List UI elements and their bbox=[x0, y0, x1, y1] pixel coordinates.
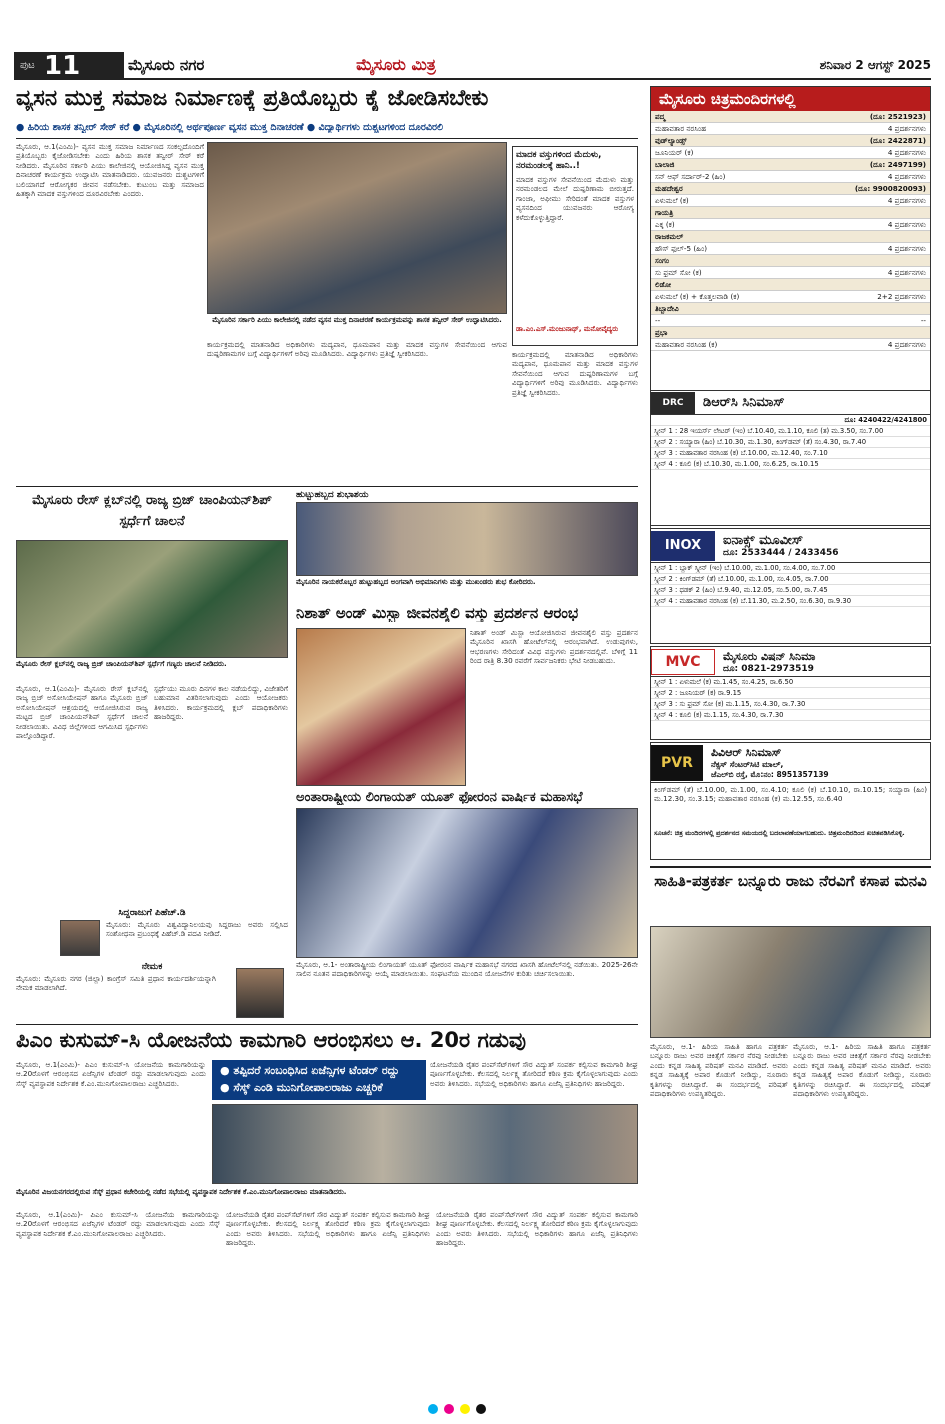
theatre-film-row bbox=[651, 267, 930, 279]
mvc-logo: MVC bbox=[651, 649, 715, 675]
nomination-title: ನೇಮಕ bbox=[141, 962, 163, 972]
theatre-name: ಪ್ರಭಾ bbox=[655, 328, 668, 337]
show-row: ಸ್ಕ್ರೀನ್ 1 : ಏಳುಮಲೆ (ಕ) ಮ.1.45, ಸಂ.4.25, ರಾ.6.50 bbox=[651, 677, 930, 688]
show-row: ಸ್ಕ್ರೀನ್ 3 : ಮಹಾವತಾರ ನರಸಿಂಹ (ಕ) ಬೆ.10.00, ಮ.12.40, ಸಂ.7.10 bbox=[651, 448, 930, 459]
sahiti-body-col2: ಮೈಸೂರು, ಆ.1- ಹಿರಿಯ ಸಾಹಿತಿ ಹಾಗೂ ಪತ್ರಕರ್ತ ಬನ್ನೂರು ರಾಜು ಅವರ ಚಿಕಿತ್ಸೆಗೆ ಸರ್ಕಾರ ನೆರವು ನೀಡಬೇಕು ಎಂದು ಕನ್ನಡ ಸಾಹಿತ್ಯ ಪರಿಷತ್ ಮನವಿ ಮಾಡಿದೆ. ಅವರು ಕನ್ನಡ ಸಾಹಿತ್ಯಕ್ಕೆ ಅಪಾರ ಕೊಡುಗೆ ನೀಡಿದ್ದು, ನೂರಾರು ಕೃತಿಗಳನ್ನು ರಚಿಸಿದ್ದಾರೆ. ಈ ಸಂದರ್ಭದಲ್ಲಿ ಪರಿಷತ್ ಪದಾಧಿಕಾರಿಗಳು ಉಪಸ್ಥಿತರಿದ್ದರು. bbox=[793, 1042, 931, 1099]
pvr-sub: ನೆಕ್ಸಸ್ ಸೆಂಟರ್‌ಸಿಟಿ ಮಾಲ್, bbox=[711, 759, 784, 769]
theatre-name-row bbox=[651, 255, 930, 267]
mvc-phone: ದೂ: 0821-2973519 bbox=[723, 663, 814, 674]
show-count: 4 ಪ್ರದರ್ಶನಗಳು bbox=[887, 172, 926, 181]
lingayat-body: ಮೈಸೂರು, ಆ.1- ಅಂತಾರಾಷ್ಟ್ರೀಯ ಲಿಂಗಾಯತ್ ಯೂತ್ ಫೋರಂನ ವಾರ್ಷಿಕ ಮಹಾಸಭೆ ನಗರದ ಖಾಸಗಿ ಹೋಟೆಲ್‌ನಲ್ಲಿ ನಡೆಯಿತು. 2025-26ನೇ ಸಾಲಿನ ನೂತನ ಪದಾಧಿಕಾರಿಗಳನ್ನು ಆಯ್ಕೆ ಮಾಡಲಾಯಿತು. ಸಂಘಟನೆಯ ಮುಂದಿನ ಯೋಜನೆಗಳ ಕುರಿತು ಚರ್ಚಿಸಲಾಯಿತು. bbox=[296, 960, 638, 979]
pvr-cinema-box bbox=[650, 742, 931, 860]
show-row: ಸ್ಕ್ರೀನ್ 2 : ಜೂನಿಯರ್ (ಕ) ರಾ.9.15 bbox=[651, 688, 930, 699]
inox-logo: INOX bbox=[651, 531, 715, 561]
show-row: ಸ್ಕ್ರೀನ್ 4 : ಕೂಲಿ (ಕ) ಮ.1.15, ಸಂ.4.30, ರಾ.7.30 bbox=[651, 710, 930, 721]
show-count: -- bbox=[920, 316, 926, 325]
theatre-film-row bbox=[651, 171, 930, 183]
page-number-badge bbox=[14, 51, 124, 81]
drc-name: ಡಿಆರ್‌ಸಿ ಸಿನಿಮಾಸ್ bbox=[703, 395, 785, 410]
film-title: ಏಳುಮಲೆ (ಕ) bbox=[655, 196, 689, 205]
theatre-name: ಮಹದೇಶ್ವರ bbox=[655, 184, 683, 193]
appointment-portrait bbox=[60, 920, 100, 956]
pvr-show-note: ಕಿಂಗ್‌ಡಮ್ (ತೆ) ಬೆ.10.00, ಮ.1.00, ಸಂ.4.10; ಕೂಲಿ (ಕ) ಬೆ.10.10, ರಾ.10.15; ಸಯ್ಯಾರಾ (ಹಿಂ) ಮ.12.30, ಸಂ.3.15; ಮಹಾವತಾರ ನರಸಿಂಹ (ಕ) ಮ.12.55, ಸಂ.6.40 bbox=[654, 785, 927, 804]
issue-date: ಶನಿವಾರ 2 ಆಗಸ್ಟ್ 2025 bbox=[819, 58, 931, 72]
film-title: ಮಹಾವತಾರ ನರಸಿಂಹ (ಕ) bbox=[655, 340, 718, 349]
film-title: -- bbox=[655, 316, 661, 325]
kusum-headline: ಪಿಎಂ ಕುಸುಮ್-ಸಿ ಯೋಜನೆಯ ಕಾಮಗಾರಿ ಆರಂಭಿಸಲು ಆ. 20ರ ಗಡುವು bbox=[16, 1028, 526, 1052]
theatre-name: ಸಂಗಂ bbox=[655, 256, 670, 265]
theatre-film-row bbox=[651, 243, 930, 255]
bridge-headline: ಮೈಸೂರು ರೇಸ್ ಕ್ಲಬ್‌ನಲ್ಲಿ ರಾಜ್ಯ ಬ್ರಿಜ್ ಚಾಂಪಿಯನ್‌ಶಿಪ್ ಸ್ಪರ್ಧೆಗೆ ಚಾಲನೆ bbox=[32, 493, 272, 529]
theatre-name: ಬಾಲಾಜಿ bbox=[655, 160, 675, 169]
theatre-list bbox=[651, 111, 930, 351]
theatre-name-row bbox=[651, 279, 930, 291]
film-title: ಏಳುಮಲೆ (ಕ) + ಕೊತ್ತಲವಾಡಿ (ಕ) bbox=[655, 292, 740, 301]
theatre-name-row bbox=[651, 303, 930, 315]
theatre-film-row bbox=[651, 195, 930, 207]
lead-sidebar-credit: ಡಾ.ಎಂ.ಎಸ್.ಮಂಜುನಾಥ್, ಮನೋವೈದ್ಯರು bbox=[516, 325, 619, 333]
show-row: ಸ್ಕ್ರೀನ್ 1 : 28 ಇಯರ್ಸ್ ಲೇಟರ್ (ಇಂ) ಬೆ.10.40, ಮ.1.10, ಕೂಲಿ (ತ) ಮ.3.50, ಸಂ.7.00 bbox=[651, 426, 930, 437]
kusum-bullets bbox=[212, 1060, 426, 1100]
page-word: ಪುಟ bbox=[20, 60, 35, 71]
inox-cinema-box bbox=[650, 528, 931, 644]
lead-headline: ವ್ಯಸನ ಮುಕ್ತ ಸಮಾಜ ನಿರ್ಮಾಣಕ್ಕೆ ಪ್ರತಿಯೊಬ್ಬರು ಕೈ ಜೋಡಿಸಬೇಕು bbox=[16, 86, 489, 111]
inox-phone: ದೂ: 2533444 / 2433456 bbox=[723, 548, 839, 558]
kusum-photo bbox=[212, 1104, 638, 1184]
kusum-body-col1: ಮೈಸೂರು, ಆ.1(ಎಂಮಿ)- ಪಿಎಂ ಕುಸುಮ್-ಸಿ ಯೋಜನೆಯ ಕಾಮಗಾರಿಯನ್ನು ಆ.20ರೊಳಗೆ ಆರಂಭಿಸದ ಏಜೆನ್ಸಿಗಳ ಟೆಂಡರ್ ರದ್ದು ಮಾಡಲಾಗುವುದು ಎಂದು ಸೆಸ್ಕ್ ವ್ಯವಸ್ಥಾಪಕ ನಿರ್ದೇಶಕ ಕೆ.ಎಂ.ಮುನಿಗೋಪಾಲರಾಜು ಎಚ್ಚರಿಸಿದರು. bbox=[16, 1060, 206, 1088]
drc-logo: DRC bbox=[651, 392, 695, 414]
show-count: 2+2 ಪ್ರದರ್ಶನಗಳು bbox=[877, 292, 926, 301]
theatre-phone: (ದೂ: 2422871) bbox=[869, 136, 926, 145]
film-title: ಹೌಸ್ ಫುಲ್-5 (ಹಿಂ) bbox=[655, 244, 708, 253]
registration-dot bbox=[428, 1404, 438, 1414]
lead-kicker: ● ಹಿರಿಯ ಶಾಸಕ ತನ್ವೀರ್ ಸೇಠ್ ಕರೆ ● ಮೈಸೂರಿನಲ್ಲಿ ಅರ್ಥಪೂರ್ಣ ವ್ಯಸನ ಮುಕ್ತ ದಿನಾಚರಣೆ ● ವಿದ್ಯಾರ್ಥಿಗಳು ದುಶ್ಚಟಗಳಿಂದ ದೂರವಿರಲಿ bbox=[16, 122, 444, 133]
theatre-name-row bbox=[651, 159, 930, 171]
theatre-name: ಲಿಡೋ bbox=[655, 280, 672, 289]
lead-sidebar-body: ಮಾದಕ ವಸ್ತುಗಳ ಸೇವನೆಯಿಂದ ಮೆದುಳು ಮತ್ತು ನರಮಂಡಲದ ಮೇಲೆ ದುಷ್ಪರಿಣಾಮ ಬೀರುತ್ತದೆ. ಗಾಂಜಾ, ಅಫೀಮು ಸೇರಿದಂತೆ ಮಾದಕ ವಸ್ತುಗಳ ವ್ಯಸನದಿಂದ ಯುವಜನರು ಆರೋಗ್ಯ ಕಳೆದುಕೊಳ್ಳುತ್ತಿದ್ದಾರೆ. bbox=[516, 175, 634, 222]
theatre-film-row bbox=[651, 339, 930, 351]
divider bbox=[16, 1024, 638, 1025]
film-title: ಸು ಫ್ರಮ್ ಸೋ (ಕ) bbox=[655, 268, 702, 277]
lingayat-photo bbox=[296, 808, 638, 958]
show-count: 4 ಪ್ರದರ್ಶನಗಳು bbox=[887, 148, 926, 157]
birthday-photo bbox=[296, 502, 638, 576]
lead-body-col3: ಕಾರ್ಯಕ್ರಮದಲ್ಲಿ ಮಾತನಾಡಿದ ಅಧಿಕಾರಿಗಳು ಮದ್ಯಪಾನ, ಧೂಮಪಾನ ಮತ್ತು ಮಾದಕ ವಸ್ತುಗಳ ಸೇವನೆಯಿಂದ ಆಗುವ ದುಷ್ಪರಿಣಾಮಗಳ ಬಗ್ಗೆ ವಿದ್ಯಾರ್ಥಿಗಳಿಗೆ ಅರಿವು ಮೂಡಿಸಿದರು. ವಿದ್ಯಾರ್ಥಿಗಳು ಪ್ರತಿಜ್ಞೆ ಸ್ವೀಕರಿಸಿದರು. bbox=[512, 350, 638, 397]
masthead-logo: ಮೈಸೂರು ಮಿತ್ರ bbox=[356, 55, 436, 74]
mvc-header bbox=[651, 647, 930, 677]
show-row: ಸ್ಕ್ರೀನ್ 4 : ಕೂಲಿ (ಕ) ಬೆ.10.30, ಮ.1.00, ಸಂ.6.25, ರಾ.10.15 bbox=[651, 459, 930, 470]
kusum-bullet-2: ● ಸೆಸ್ಕ್ ಎಂಡಿ ಮುನಿಗೋಪಾಲರಾಜು ಎಚ್ಚರಿಕೆ bbox=[220, 1081, 383, 1094]
show-count: 4 ಪ್ರದರ್ಶನಗಳು bbox=[887, 340, 926, 349]
show-count: 4 ಪ್ರದರ್ಶನಗಳು bbox=[887, 196, 926, 205]
registration-dot bbox=[460, 1404, 470, 1414]
appointment-box bbox=[16, 908, 288, 958]
theatre-name-row bbox=[651, 183, 930, 195]
theatre-film-row bbox=[651, 291, 930, 303]
show-count: 4 ಪ್ರದರ್ಶನಗಳು bbox=[887, 124, 926, 133]
nomination-box bbox=[16, 962, 288, 1020]
bridge-body-col1: ಮೈಸೂರು, ಆ.1(ಎಂಮಿ)- ಮೈಸೂರು ರೇಸ್ ಕ್ಲಬ್‌ನಲ್ಲಿ ರಾಜ್ಯ ಬ್ರಿಜ್ ಅಸೋಸಿಯೇಷನ್ ಹಾಗೂ ಮೈಸೂರು ಬ್ರಿಜ್ ಅಸೋಸಿಯೇಷನ್ ಆಶ್ರಯದಲ್ಲಿ ಆಯೋಜಿಸಿರುವ ರಾಜ್ಯ ಮಟ್ಟದ ಬ್ರಿಜ್ ಚಾಂಪಿಯನ್‌ಶಿಪ್ ಸ್ಪರ್ಧೆಗೆ ಚಾಲನೆ ನೀಡಲಾಯಿತು. ವಿವಿಧ ಜಿಲ್ಲೆಗಳಿಂದ ಆಗಮಿಸಿದ ಸ್ಪರ್ಧಿಗಳು ಪಾಲ್ಗೊಂಡಿದ್ದಾರೆ. bbox=[16, 684, 148, 741]
show-row: ಸ್ಕ್ರೀನ್ 2 : ಕಿಂಗ್‌ಡಮ್ (ತೆ) ಬೆ.10.00, ಮ.1.00, ಸಂ.4.05, ರಾ.7.00 bbox=[651, 574, 930, 585]
theatre-film-row bbox=[651, 147, 930, 159]
inox-show-rows bbox=[651, 563, 930, 607]
mvc-name: ಮೈಸೂರು ವಿಷನ್ ಸಿನಿಮಾ bbox=[723, 649, 816, 663]
sahiti-headline: ಸಾಹಿತಿ-ಪತ್ರಕರ್ತ ಬನ್ನೂರು ರಾಜು ನೆರವಿಗೆ ಕಸಾಪ ಮನವಿ bbox=[650, 866, 931, 922]
lead-body-col1: ಮೈಸೂರು, ಆ.1(ಎಂಮಿ)- ವ್ಯಸನ ಮುಕ್ತ ಸಮಾಜ ನಿರ್ಮಾಣದ ಸಂಕಲ್ಪದೊಂದಿಗೆ ಪ್ರತಿಯೊಬ್ಬರು ಕೈಜೋಡಿಸಬೇಕು ಎಂದು ಹಿರಿಯ ಶಾಸಕ ತನ್ವೀರ್ ಸೇಠ್ ಕರೆ ನೀಡಿದರು. ಮೈಸೂರಿನ ಸರ್ಕಾರಿ ಪಿಯು ಕಾಲೇಜಿನಲ್ಲಿ ಆಯೋಜಿಸಿದ್ದ ವ್ಯಸನ ಮುಕ್ತ ದಿನಾಚರಣೆ ಕಾರ್ಯಕ್ರಮ ಉದ್ಘಾಟಿಸಿ ಮಾತನಾಡಿದರು. ಯುವಜನರು ದುಶ್ಚಟಗಳಿಗೆ ಬಲಿಯಾಗದೆ ಆರೋಗ್ಯಕರ ಜೀವನ ನಡೆಸಬೇಕು. ಕುಟುಂಬ ಮತ್ತು ಸಮಾಜದ ಹಿತಕ್ಕಾಗಿ ಮಾದಕ ವಸ್ತುಗಳಿಂದ ದೂರವಿರಬೇಕು ಎಂದರು. bbox=[16, 142, 204, 199]
registration-marks bbox=[428, 1404, 486, 1414]
page-number: 11 bbox=[44, 51, 81, 81]
film-title: ಜೂನಿಯರ್ (ಕ) bbox=[655, 148, 694, 157]
film-title: ಸನ್ ಆಫ್ ಸರ್ದಾರ್-2 (ಹಿಂ) bbox=[655, 172, 726, 181]
bridge-body-col2: ಸ್ಪರ್ಧೆಯು ಮೂರು ದಿನಗಳ ಕಾಲ ನಡೆಯಲಿದ್ದು, ವಿಜೇತರಿಗೆ ಬಹುಮಾನ ವಿತರಿಸಲಾಗುವುದು ಎಂದು ಆಯೋಜಕರು ತಿಳಿಸಿದರು. ಕಾರ್ಯಕ್ರಮದಲ್ಲಿ ಕ್ಲಬ್ ಪದಾಧಿಕಾರಿಗಳು ಹಾಜರಿದ್ದರು. bbox=[154, 684, 288, 722]
show-count: 4 ಪ್ರದರ್ಶನಗಳು bbox=[887, 244, 926, 253]
theatre-film-row bbox=[651, 123, 930, 135]
nomination-portrait bbox=[236, 968, 284, 1018]
fashion-body: ನಿಶಾತ್ ಅಂಡ್ ಮಿಸ್ಬಾ ಆಯೋಜಿಸಿರುವ ಜೀವನಶೈಲಿ ವಸ್ತು ಪ್ರದರ್ಶನ ಮೈಸೂರಿನ ಖಾಸಗಿ ಹೋಟೆಲ್‌ನಲ್ಲಿ ಆರಂಭವಾಗಿದೆ. ಉಡುಪುಗಳು, ಆಭರಣಗಳು ಸೇರಿದಂತೆ ವಿವಿಧ ವಸ್ತುಗಳು ಪ್ರದರ್ಶನದಲ್ಲಿವೆ. ಬೆಳಿಗ್ಗೆ 11 ರಿಂದ ರಾತ್ರಿ 8.30 ರವರೆಗೆ ಸಾರ್ವಜನಿಕರು ಭೇಟಿ ನೀಡಬಹುದು. bbox=[470, 628, 638, 666]
sahiti-photo bbox=[650, 926, 931, 1038]
lead-sidebar-box bbox=[512, 146, 638, 346]
theatre-name: ರಾಜಕಮಲ್ bbox=[655, 232, 684, 241]
film-title: ಮಹಾವತಾರ ನರಸಿಂಹ bbox=[655, 124, 707, 133]
drc-phone: ದೂ: 4240422/4241800 bbox=[651, 415, 930, 426]
show-count: 4 ಪ್ರದರ್ಶನಗಳು bbox=[887, 220, 926, 229]
drc-cinema-box bbox=[650, 390, 931, 526]
pvr-name: ಪಿವಿಆರ್ ಸಿನಿಮಾಸ್ bbox=[711, 745, 782, 759]
theatre-name: ಪದ್ಮ bbox=[655, 112, 666, 121]
registration-dot bbox=[476, 1404, 486, 1414]
cinema-listing-title: ಮೈಸೂರು ಚಿತ್ರಮಂದಿರಗಳಲ್ಲಿ bbox=[651, 87, 930, 111]
lead-photo bbox=[207, 142, 507, 314]
fashion-photo bbox=[296, 628, 466, 786]
divider bbox=[16, 486, 638, 487]
kusum-body-col3: ಯೋಜನೆಯಡಿ ರೈತರ ಪಂಪ್‌ಸೆಟ್‌ಗಳಿಗೆ ಸೌರ ವಿದ್ಯುತ್ ಸಂಪರ್ಕ ಕಲ್ಪಿಸುವ ಕಾಮಗಾರಿ ಶೀಘ್ರ ಪೂರ್ಣಗೊಳ್ಳಬೇಕು. ಕೆಲಸದಲ್ಲಿ ನಿರ್ಲಕ್ಷ್ಯ ತೋರಿದರೆ ಕಠಿಣ ಕ್ರಮ ಕೈಗೊಳ್ಳಲಾಗುವುದು ಎಂದು ಅವರು ತಿಳಿಸಿದರು. ಸಭೆಯಲ್ಲಿ ಅಧಿಕಾರಿಗಳು ಹಾಗೂ ಏಜೆನ್ಸಿ ಪ್ರತಿನಿಧಿಗಳು ಹಾಜರಿದ್ದರು. bbox=[430, 1060, 638, 1088]
section-name: ಮೈಸೂರು ನಗರ bbox=[128, 56, 205, 74]
divider bbox=[16, 138, 638, 139]
pvr-header bbox=[651, 743, 930, 783]
show-row: ಸ್ಕ್ರೀನ್ 2 : ಸಯ್ಯಾರಾ (ಹಿಂ) ಬೆ.10.30, ಮ.1.30, ಕಿಂಗ್‌ಡಮ್ (ತೆ) ಸಂ.4.30, ರಾ.7.40 bbox=[651, 437, 930, 448]
lead-sidebar-title: ಮಾದಕ ವಸ್ತುಗಳಿಂದ ಮೆದುಳು, ನರಮಂಡಲಕ್ಕೆ ಹಾನಿ..! bbox=[516, 150, 602, 171]
kusum-body-col4: ಮೈಸೂರು, ಆ.1(ಎಂಮಿ)- ಪಿಎಂ ಕುಸುಮ್-ಸಿ ಯೋಜನೆಯ ಕಾಮಗಾರಿಯನ್ನು ಆ.20ರೊಳಗೆ ಆರಂಭಿಸದ ಏಜೆನ್ಸಿಗಳ ಟೆಂಡರ್ ರದ್ದು ಮಾಡಲಾಗುವುದು ಎಂದು ಸೆಸ್ಕ್ ವ್ಯವಸ್ಥಾಪಕ ನಿರ್ದೇಶಕ ಕೆ.ಎಂ.ಮುನಿಗೋಪಾಲರಾಜು ಎಚ್ಚರಿಸಿದರು. bbox=[16, 1210, 220, 1238]
inox-name: ಐನಾಕ್ಸ್ ಮೂವೀಸ್ bbox=[723, 533, 803, 548]
theatre-name-row bbox=[651, 327, 930, 339]
registration-dot bbox=[444, 1404, 454, 1414]
kusum-body-col6: ಯೋಜನೆಯಡಿ ರೈತರ ಪಂಪ್‌ಸೆಟ್‌ಗಳಿಗೆ ಸೌರ ವಿದ್ಯುತ್ ಸಂಪರ್ಕ ಕಲ್ಪಿಸುವ ಕಾಮಗಾರಿ ಶೀಘ್ರ ಪೂರ್ಣಗೊಳ್ಳಬೇಕು. ಕೆಲಸದಲ್ಲಿ ನಿರ್ಲಕ್ಷ್ಯ ತೋರಿದರೆ ಕಠಿಣ ಕ್ರಮ ಕೈಗೊಳ್ಳಲಾಗುವುದು ಎಂದು ಅವರು ತಿಳಿಸಿದರು. ಸಭೆಯಲ್ಲಿ ಅಧಿಕಾರಿಗಳು ಹಾಗೂ ಏಜೆನ್ಸಿ ಪ್ರತಿನಿಧಿಗಳು ಹಾಜರಿದ್ದರು. bbox=[436, 1210, 638, 1248]
show-row: ಸ್ಕ್ರೀನ್ 3 : ಧಡಕ್ 2 (ಹಿಂ) ಬೆ.9.40, ಮ.12.05, ಸಂ.5.00, ರಾ.7.45 bbox=[651, 585, 930, 596]
film-title: ಎಕ್ಕ (ಕ) bbox=[655, 220, 675, 229]
show-row: ಸ್ಕ್ರೀನ್ 4 : ಮಹಾವತಾರ ನರಸಿಂಹ (ಕ) ಬೆ.11.30, ಮ.2.50, ಸಂ.6.30, ರಾ.9.30 bbox=[651, 596, 930, 607]
show-row: ಸ್ಕ್ರೀನ್ 1 : ಬ್ಲಾಕ್ ಸ್ಕ್ರೀನ್ (ಇಂ) ಬೆ.10.00, ಮ.1.00, ಸಂ.4.00, ಸಂ.7.00 bbox=[651, 563, 930, 574]
bridge-photo-caption: ಮೈಸೂರು ರೇಸ್ ಕ್ಲಬ್‌ನಲ್ಲಿ ರಾಜ್ಯ ಬ್ರಿಜ್ ಚಾಂಪಿಯನ್‌ಶಿಪ್ ಸ್ಪರ್ಧೆಗೆ ಗಣ್ಯರು ಚಾಲನೆ ನೀಡಿದರು. bbox=[16, 660, 227, 668]
kusum-bullet-1: ● ತಪ್ಪಿದರೆ ಸಂಬಂಧಿಸಿದ ಏಜೆನ್ಸಿಗಳ ಟೆಂಡರ್ ರದ್ದು bbox=[220, 1064, 400, 1077]
theatre-name-row bbox=[651, 111, 930, 123]
drc-header bbox=[651, 391, 930, 415]
theatre-name-row bbox=[651, 135, 930, 147]
sahiti-body-col1: ಮೈಸೂರು, ಆ.1- ಹಿರಿಯ ಸಾಹಿತಿ ಹಾಗೂ ಪತ್ರಕರ್ತ ಬನ್ನೂರು ರಾಜು ಅವರ ಚಿಕಿತ್ಸೆಗೆ ಸರ್ಕಾರ ನೆರವು ನೀಡಬೇಕು ಎಂದು ಕನ್ನಡ ಸಾಹಿತ್ಯ ಪರಿಷತ್ ಮನವಿ ಮಾಡಿದೆ. ಅವರು ಕನ್ನಡ ಸಾಹಿತ್ಯಕ್ಕೆ ಅಪಾರ ಕೊಡುಗೆ ನೀಡಿದ್ದು, ನೂರಾರು ಕೃತಿಗಳನ್ನು ರಚಿಸಿದ್ದಾರೆ. ಈ ಸಂದರ್ಭದಲ್ಲಿ ಪರಿಷತ್ ಪದಾಧಿಕಾರಿಗಳು ಉಪಸ್ಥಿತರಿದ್ದರು. bbox=[650, 1042, 788, 1099]
appointment-title: ಸಿದ್ದರಾಜುಗೆ ಪಿಹೆಚ್.ಡಿ bbox=[118, 908, 186, 918]
pvr-footnote: ಸೂಚನೆ: ಚಿತ್ರ ಮಂದಿರಗಳಲ್ಲಿ ಪ್ರದರ್ಶನದ ಸಮಯದಲ್ಲಿ ಬದಲಾವಣೆಯಾಗಬಹುದು. ಚಿತ್ರಮಂದಿರದಿಂದ ಖಚಿತಪಡಿಸಿಕೊಳ್ಳಿ. bbox=[654, 829, 905, 837]
kusum-body-col5: ಯೋಜನೆಯಡಿ ರೈತರ ಪಂಪ್‌ಸೆಟ್‌ಗಳಿಗೆ ಸೌರ ವಿದ್ಯುತ್ ಸಂಪರ್ಕ ಕಲ್ಪಿಸುವ ಕಾಮಗಾರಿ ಶೀಘ್ರ ಪೂರ್ಣಗೊಳ್ಳಬೇಕು. ಕೆಲಸದಲ್ಲಿ ನಿರ್ಲಕ್ಷ್ಯ ತೋರಿದರೆ ಕಠಿಣ ಕ್ರಮ ಕೈಗೊಳ್ಳಲಾಗುವುದು ಎಂದು ಅವರು ತಿಳಿಸಿದರು. ಸಭೆಯಲ್ಲಿ ಅಧಿಕಾರಿಗಳು ಹಾಗೂ ಏಜೆನ್ಸಿ ಪ್ರತಿನಿಧಿಗಳು ಹಾಜರಿದ್ದರು. bbox=[226, 1210, 430, 1248]
theatre-name: ಗಾಯತ್ರಿ bbox=[655, 208, 674, 217]
pvr-phone: ಜೆಎಲ್‌ಬಿ ರಸ್ತೆ, ಮೊ:ನಂ: 8951357139 bbox=[711, 769, 829, 779]
mvc-show-rows bbox=[651, 677, 930, 721]
inox-header bbox=[651, 529, 930, 563]
kusum-photo-caption: ಮೈಸೂರಿನ ವಿಜಯನಗರದಲ್ಲಿರುವ ಸೆಸ್ಕ್ ಪ್ರಧಾನ ಕಚೇರಿಯಲ್ಲಿ ನಡೆದ ಸಭೆಯಲ್ಲಿ ವ್ಯವಸ್ಥಾಪಕ ನಿರ್ದೇಶಕ ಕೆ.ಎಂ.ಮುನಿಗೋಪಾಲರಾಜು ಮಾತನಾಡಿದರು. bbox=[16, 1188, 347, 1196]
show-row: ಸ್ಕ್ರೀನ್ 3 : ಸು ಫ್ರಮ್ ಸೋ (ಕ) ಮ.1.15, ಸಂ.4.30, ರಾ.7.30 bbox=[651, 699, 930, 710]
birthday-caption: ಮೈಸೂರಿನ ನಾಯಕರೊಬ್ಬರ ಹುಟ್ಟುಹಬ್ಬದ ಅಂಗವಾಗಿ ಅಭಿಮಾನಿಗಳು ಮತ್ತು ಮುಖಂಡರು ಶುಭ ಕೋರಿದರು. bbox=[296, 578, 536, 586]
mvc-cinema-box bbox=[650, 646, 931, 740]
lead-body-col2: ಕಾರ್ಯಕ್ರಮದಲ್ಲಿ ಮಾತನಾಡಿದ ಅಧಿಕಾರಿಗಳು ಮದ್ಯಪಾನ, ಧೂಮಪಾನ ಮತ್ತು ಮಾದಕ ವಸ್ತುಗಳ ಸೇವನೆಯಿಂದ ಆಗುವ ದುಷ್ಪರಿಣಾಮಗಳ ಬಗ್ಗೆ ವಿದ್ಯಾರ್ಥಿಗಳಿಗೆ ಅರಿವು ಮೂಡಿಸಿದರು. ವಿದ್ಯಾರ್ಥಿಗಳು ಪ್ರತಿಜ್ಞೆ ಸ್ವೀಕರಿಸಿದರು. bbox=[207, 340, 507, 359]
lingayat-headline: ಅಂತಾರಾಷ್ಟ್ರೀಯ ಲಿಂಗಾಯತ್ ಯೂತ್ ಫೋರಂನ ವಾರ್ಷಿಕ ಮಹಾಸಭೆ bbox=[296, 790, 583, 805]
bridge-photo bbox=[16, 540, 288, 658]
theatre-name-row bbox=[651, 207, 930, 219]
theatre-phone: (ದೂ: 2497199) bbox=[869, 160, 926, 169]
theatre-name: ವುಡ್‌ಲ್ಯಾಂಡ್ಸ್ bbox=[655, 136, 687, 145]
lead-photo-caption: ಮೈಸೂರಿನ ಸರ್ಕಾರಿ ಪಿಯು ಕಾಲೇಜಿನಲ್ಲಿ ನಡೆದ ವ್ಯಸನ ಮುಕ್ತ ದಿನಾಚರಣೆ ಕಾರ್ಯಕ್ರಮವನ್ನು ಶಾಸಕ ತನ್ವೀರ್ ಸೇಠ್ ಉದ್ಘಾಟಿಸಿದರು. bbox=[212, 316, 502, 324]
theatre-phone: (ದೂ: 9900820093) bbox=[854, 184, 926, 193]
birthday-label: ಹುಟ್ಟುಹಬ್ಬದ ಶುಭಾಶಯ bbox=[296, 490, 369, 500]
fashion-headline: ನಿಶಾತ್ ಅಂಡ್ ಮಿಸ್ಬಾ ಜೀವನಶೈಲಿ ವಸ್ತು ಪ್ರದರ್ಶನ ಆರಂಭ bbox=[296, 604, 579, 622]
drc-show-rows bbox=[651, 426, 930, 470]
show-count: 4 ಪ್ರದರ್ಶನಗಳು bbox=[887, 268, 926, 277]
theatre-film-row bbox=[651, 219, 930, 231]
theatre-name: ತಿಬ್ಬಾದೇವಿ bbox=[655, 304, 679, 313]
theatre-film-row bbox=[651, 315, 930, 327]
appointment-body: ಮೈಸೂರು: ಮೈಸೂರು ವಿಶ್ವವಿದ್ಯಾನಿಲಯವು ಸಿದ್ದರಾಜು ಅವರು ಸಲ್ಲಿಸಿದ ಸಂಶೋಧನಾ ಪ್ರಬಂಧಕ್ಕೆ ಪಿಹೆಚ್.ಡಿ ಪದವಿ ನೀಡಿದೆ. bbox=[106, 920, 288, 939]
nomination-body: ಮೈಸೂರು: ಮೈಸೂರು ನಗರ (ಜಿಲ್ಲಾ) ಕಾಂಗ್ರೆಸ್ ಸಮಿತಿ ಪ್ರಧಾನ ಕಾರ್ಯದರ್ಶಿಯನ್ನಾಗಿ ನೇಮಕ ಮಾಡಲಾಗಿದೆ. bbox=[16, 974, 216, 993]
pvr-logo: PVR bbox=[651, 745, 703, 781]
theatre-phone: (ದೂ: 2521923) bbox=[869, 112, 926, 121]
theatre-name-row bbox=[651, 231, 930, 243]
